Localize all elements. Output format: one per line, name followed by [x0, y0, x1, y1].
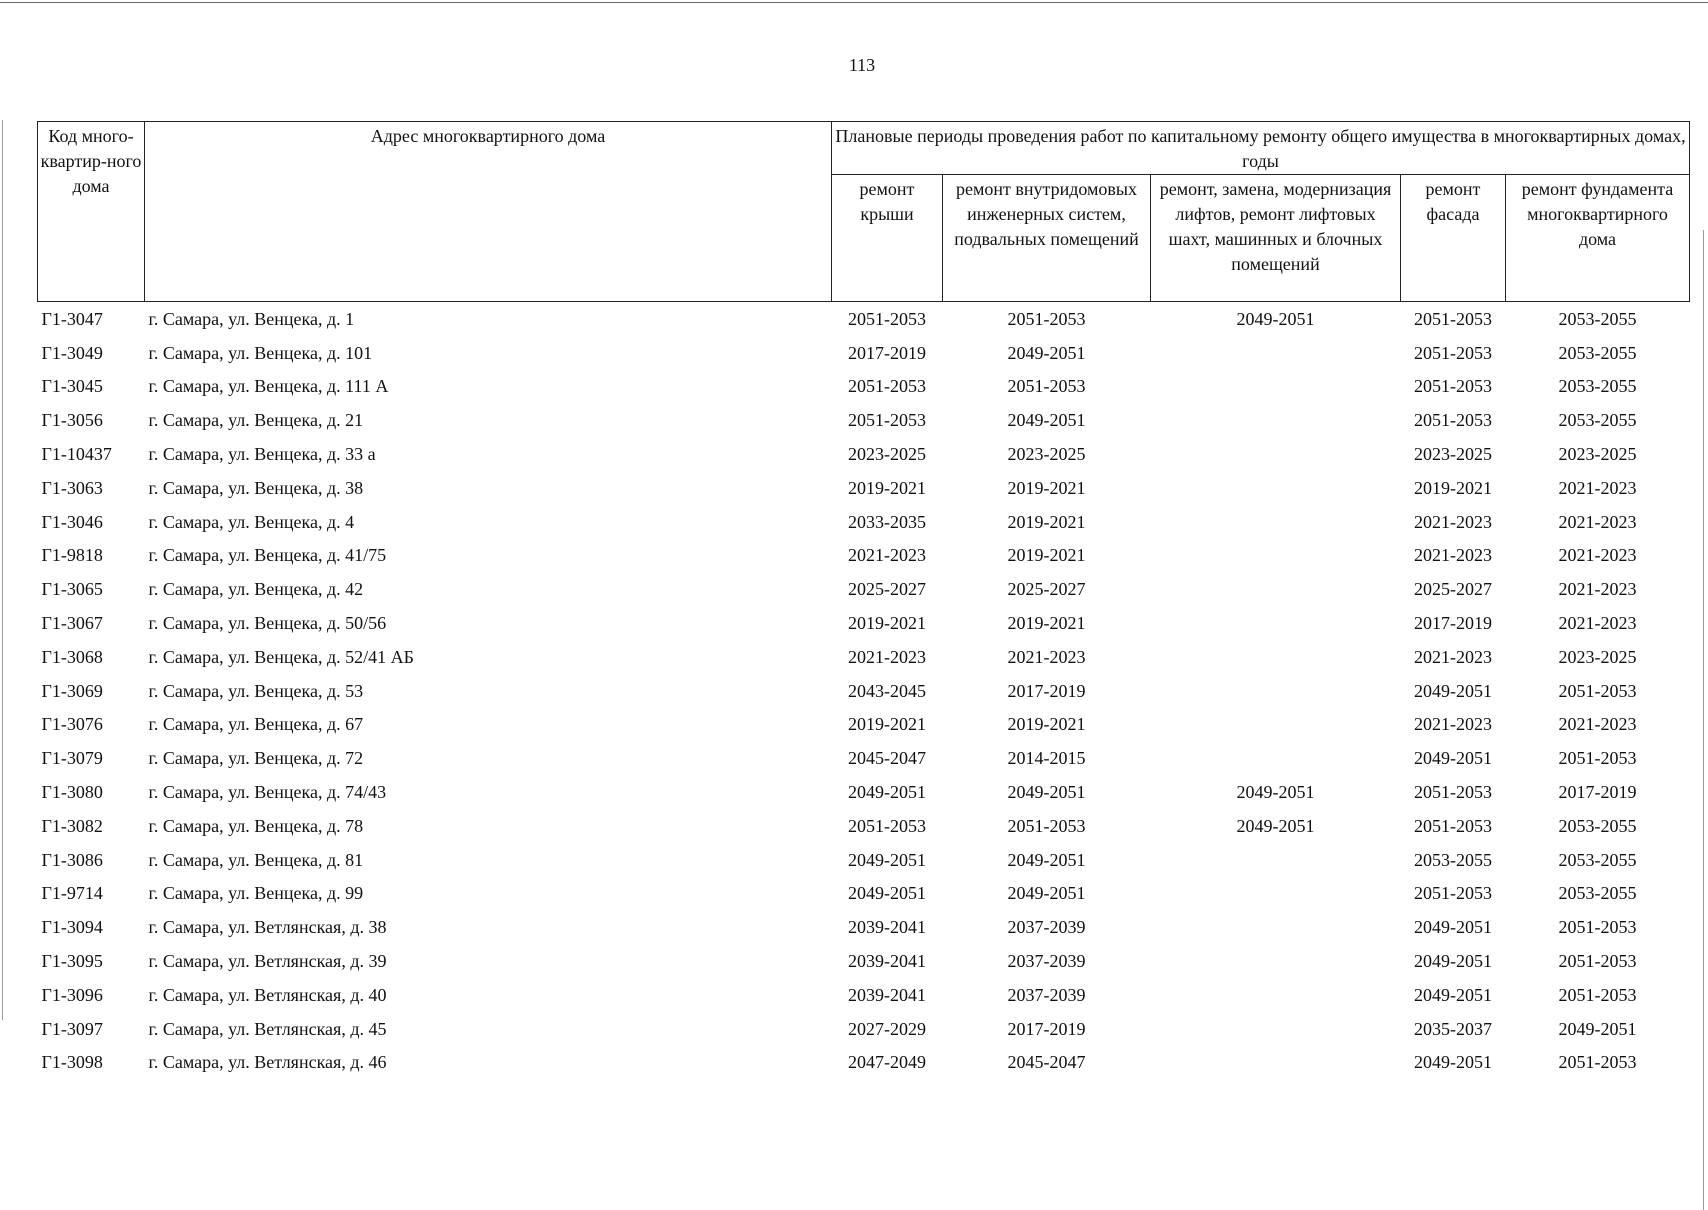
cell-foundation: 2053-2055 [1558, 849, 1637, 870]
scan-top-edge [0, 2, 1708, 3]
cell-facade: 2051-2053 [1414, 376, 1492, 397]
table-row [38, 336, 1690, 370]
cell-code: Г1-9714 [41, 883, 103, 904]
table-row [38, 674, 1690, 708]
table-row [38, 403, 1690, 437]
cell-facade: 2051-2053 [1414, 342, 1492, 363]
cell-engineering: 2017-2019 [1007, 1018, 1086, 1039]
cell-code: Г1-3098 [41, 1052, 103, 1073]
cell-address: г. Самара, ул. Венцека, д. 53 [148, 680, 364, 701]
cell-engineering: 2051-2053 [1007, 815, 1086, 836]
cell-code: Г1-3094 [41, 917, 103, 938]
cell-code: Г1-3095 [41, 951, 103, 972]
cell-engineering: 2019-2021 [1007, 545, 1086, 566]
cell-lifts: 2049-2051 [1236, 782, 1315, 803]
table-row [38, 809, 1690, 843]
cell-roof: 2023-2025 [848, 444, 926, 465]
cell-lifts [1151, 1046, 1401, 1080]
cell-engineering: 2019-2021 [1007, 613, 1086, 634]
cell-facade: 2023-2025 [1414, 444, 1492, 465]
cell-address: г. Самара, ул. Венцека, д. 52/41 АБ [148, 646, 414, 667]
cell-lifts [1151, 877, 1401, 911]
header-roof: ремонт крыши [832, 175, 943, 302]
cell-engineering: 2019-2021 [1007, 511, 1086, 532]
cell-code: Г1-3096 [41, 984, 103, 1005]
cell-code: Г1-3079 [41, 748, 103, 769]
cell-lifts: 2049-2051 [1236, 308, 1315, 329]
cell-address: г. Самара, ул. Венцека, д. 111 А [148, 376, 389, 397]
cell-lifts [1151, 471, 1401, 505]
cell-engineering: 2045-2047 [1007, 1052, 1086, 1073]
cell-address: г. Самара, ул. Венцека, д. 50/56 [148, 613, 387, 634]
cell-roof: 2027-2029 [848, 1018, 926, 1039]
cell-code: Г1-3065 [41, 579, 103, 600]
cell-foundation: 2051-2053 [1558, 917, 1637, 938]
cell-roof: 2049-2051 [848, 782, 926, 803]
capital-repair-table [37, 121, 1690, 1079]
cell-facade: 2021-2023 [1414, 646, 1492, 667]
cell-roof: 2047-2049 [848, 1052, 926, 1073]
header-engineering: ремонт внутридомовых инженерных систем, подвальных помещений [943, 175, 1151, 302]
table-row [38, 471, 1690, 505]
cell-code: Г1-3068 [41, 646, 103, 667]
cell-code: Г1-3049 [41, 342, 103, 363]
cell-address: г. Самара, ул. Ветлянская, д. 45 [148, 1018, 387, 1039]
table-header [38, 122, 1690, 302]
cell-address: г. Самара, ул. Венцека, д. 78 [148, 815, 364, 836]
cell-roof: 2051-2053 [848, 376, 926, 397]
cell-facade: 2021-2023 [1414, 714, 1492, 735]
cell-code: Г1-9818 [41, 545, 103, 566]
cell-code: Г1-3086 [41, 849, 103, 870]
cell-foundation: 2021-2023 [1558, 579, 1637, 600]
header-address: Адрес многоквартирного дома [145, 122, 832, 302]
cell-roof: 2045-2047 [848, 748, 926, 769]
cell-facade: 2021-2023 [1414, 511, 1492, 532]
cell-lifts [1151, 539, 1401, 573]
cell-engineering: 2051-2053 [1007, 308, 1086, 329]
cell-address: г. Самара, ул. Ветлянская, д. 40 [148, 984, 387, 1005]
cell-roof: 2049-2051 [848, 849, 926, 870]
cell-foundation: 2051-2053 [1558, 951, 1637, 972]
header-lifts: ремонт, замена, модернизация лифтов, ремонт лифтовых шахт, машинных и блочных помещений [1151, 175, 1401, 302]
table-row [38, 775, 1690, 809]
cell-foundation: 2051-2053 [1558, 984, 1637, 1005]
cell-code: Г1-3080 [41, 782, 103, 803]
cell-code: Г1-3067 [41, 613, 103, 634]
cell-engineering: 2049-2051 [1007, 849, 1086, 870]
cell-address: г. Самара, ул. Венцека, д. 67 [148, 714, 364, 735]
table-row [38, 741, 1690, 775]
cell-engineering: 2014-2015 [1007, 748, 1086, 769]
cell-engineering: 2017-2019 [1007, 680, 1086, 701]
cell-lifts: 2049-2051 [1236, 815, 1315, 836]
cell-facade: 2051-2053 [1414, 883, 1492, 904]
cell-roof: 2017-2019 [848, 342, 926, 363]
cell-lifts [1151, 606, 1401, 640]
cell-roof: 2021-2023 [848, 646, 926, 667]
cell-engineering: 2049-2051 [1007, 883, 1086, 904]
cell-engineering: 2019-2021 [1007, 714, 1086, 735]
cell-facade: 2035-2037 [1414, 1018, 1492, 1039]
cell-lifts [1151, 978, 1401, 1012]
cell-address: г. Самара, ул. Венцека, д. 38 [148, 477, 364, 498]
cell-code: Г1-3076 [41, 714, 103, 735]
cell-address: г. Самара, ул. Венцека, д. 33 а [148, 444, 376, 465]
cell-address: г. Самара, ул. Ветлянская, д. 46 [148, 1052, 387, 1073]
cell-code: Г1-3082 [41, 815, 103, 836]
cell-roof: 2039-2041 [848, 984, 926, 1005]
cell-engineering: 2037-2039 [1007, 951, 1086, 972]
cell-lifts [1151, 336, 1401, 370]
cell-roof: 2051-2053 [848, 815, 926, 836]
cell-lifts [1151, 674, 1401, 708]
cell-facade: 2051-2053 [1414, 815, 1492, 836]
cell-address: г. Самара, ул. Ветлянская, д. 39 [148, 951, 387, 972]
cell-foundation: 2053-2055 [1558, 308, 1637, 329]
table-row [38, 910, 1690, 944]
cell-roof: 2051-2053 [848, 410, 926, 431]
cell-roof: 2051-2053 [848, 308, 926, 329]
cell-address: г. Самара, ул. Венцека, д. 74/43 [148, 782, 387, 803]
table-row [38, 978, 1690, 1012]
cell-lifts [1151, 572, 1401, 606]
cell-facade: 2051-2053 [1414, 308, 1492, 329]
cell-foundation: 2051-2053 [1558, 1052, 1637, 1073]
cell-foundation: 2021-2023 [1558, 511, 1637, 532]
cell-roof: 2019-2021 [848, 714, 926, 735]
cell-foundation: 2021-2023 [1558, 613, 1637, 634]
cell-foundation: 2017-2019 [1558, 782, 1637, 803]
table-row [38, 606, 1690, 640]
cell-facade: 2049-2051 [1414, 951, 1492, 972]
cell-foundation: 2023-2025 [1558, 646, 1637, 667]
cell-address: г. Самара, ул. Венцека, д. 21 [148, 410, 364, 431]
header-foundation: ремонт фундамента многоквартирного дома [1506, 175, 1690, 302]
cell-code: Г1-10437 [41, 444, 112, 465]
table-row [38, 877, 1690, 911]
cell-foundation: 2051-2053 [1558, 680, 1637, 701]
table-body [38, 302, 1690, 1080]
cell-code: Г1-3046 [41, 511, 103, 532]
cell-address: г. Самара, ул. Венцека, д. 101 [148, 342, 373, 363]
cell-code: Г1-3047 [41, 308, 103, 329]
cell-code: Г1-3069 [41, 680, 103, 701]
cell-engineering: 2025-2027 [1007, 579, 1086, 600]
cell-facade: 2049-2051 [1414, 680, 1492, 701]
cell-address: г. Самара, ул. Венцека, д. 42 [148, 579, 364, 600]
cell-foundation: 2053-2055 [1558, 883, 1637, 904]
cell-address: г. Самара, ул. Венцека, д. 4 [148, 511, 355, 532]
header-facade: ремонт фасада [1401, 175, 1506, 302]
cell-lifts [1151, 843, 1401, 877]
cell-lifts [1151, 741, 1401, 775]
cell-engineering: 2021-2023 [1007, 646, 1086, 667]
cell-facade: 2049-2051 [1414, 748, 1492, 769]
cell-foundation: 2053-2055 [1558, 815, 1637, 836]
scan-left-edge [2, 120, 3, 1020]
cell-engineering: 2023-2025 [1007, 444, 1086, 465]
table-row [38, 539, 1690, 573]
table-row [38, 843, 1690, 877]
cell-roof: 2033-2035 [848, 511, 926, 532]
cell-facade: 2053-2055 [1414, 849, 1492, 870]
cell-facade: 2051-2053 [1414, 410, 1492, 431]
cell-foundation: 2053-2055 [1558, 376, 1637, 397]
cell-code: Г1-3045 [41, 376, 103, 397]
cell-foundation: 2051-2053 [1558, 748, 1637, 769]
table-row [38, 1046, 1690, 1080]
cell-roof: 2019-2021 [848, 613, 926, 634]
table-row [38, 572, 1690, 606]
table-row [38, 505, 1690, 539]
cell-code: Г1-3056 [41, 410, 103, 431]
scan-right-edge [1703, 230, 1704, 1210]
cell-roof: 2039-2041 [848, 951, 926, 972]
cell-engineering: 2051-2053 [1007, 376, 1086, 397]
cell-address: г. Самара, ул. Венцека, д. 1 [148, 308, 355, 329]
cell-lifts [1151, 1012, 1401, 1046]
cell-code: Г1-3097 [41, 1018, 103, 1039]
cell-engineering: 2019-2021 [1007, 477, 1086, 498]
cell-address: г. Самара, ул. Венцека, д. 81 [148, 849, 364, 870]
cell-facade: 2049-2051 [1414, 917, 1492, 938]
cell-lifts [1151, 944, 1401, 978]
cell-roof: 2021-2023 [848, 545, 926, 566]
cell-facade: 2017-2019 [1414, 613, 1492, 634]
cell-address: г. Самара, ул. Венцека, д. 99 [148, 883, 364, 904]
cell-address: г. Самара, ул. Ветлянская, д. 38 [148, 917, 387, 938]
cell-roof: 2043-2045 [848, 680, 926, 701]
cell-lifts [1151, 640, 1401, 674]
header-periods: Плановые периоды проведения работ по капитальному ремонту общего имущества в многоквартирных домах, годы [832, 122, 1690, 175]
cell-engineering: 2049-2051 [1007, 782, 1086, 803]
cell-foundation: 2021-2023 [1558, 477, 1637, 498]
table-row [38, 640, 1690, 674]
table-row [38, 370, 1690, 404]
cell-engineering: 2037-2039 [1007, 917, 1086, 938]
cell-address: г. Самара, ул. Венцека, д. 41/75 [148, 545, 387, 566]
cell-lifts [1151, 910, 1401, 944]
cell-facade: 2019-2021 [1414, 477, 1492, 498]
cell-lifts [1151, 370, 1401, 404]
cell-engineering: 2049-2051 [1007, 410, 1086, 431]
cell-engineering: 2037-2039 [1007, 984, 1086, 1005]
table-row [38, 437, 1690, 471]
cell-foundation: 2021-2023 [1558, 714, 1637, 735]
cell-roof: 2039-2041 [848, 917, 926, 938]
cell-lifts [1151, 403, 1401, 437]
cell-address: г. Самара, ул. Венцека, д. 72 [148, 748, 364, 769]
cell-code: Г1-3063 [41, 477, 103, 498]
cell-lifts [1151, 505, 1401, 539]
cell-roof: 2049-2051 [848, 883, 926, 904]
cell-facade: 2049-2051 [1414, 984, 1492, 1005]
cell-lifts [1151, 437, 1401, 471]
cell-foundation: 2053-2055 [1558, 410, 1637, 431]
header-code: Код много-квартир-ного дома [38, 122, 145, 302]
page-number: 113 [848, 55, 876, 75]
cell-foundation: 2023-2025 [1558, 444, 1637, 465]
cell-roof: 2019-2021 [848, 477, 926, 498]
cell-facade: 2025-2027 [1414, 579, 1492, 600]
cell-facade: 2021-2023 [1414, 545, 1492, 566]
cell-foundation: 2053-2055 [1558, 342, 1637, 363]
cell-facade: 2049-2051 [1414, 1052, 1492, 1073]
cell-facade: 2051-2053 [1414, 782, 1492, 803]
table-row [38, 302, 1690, 336]
table-row [38, 944, 1690, 978]
cell-roof: 2025-2027 [848, 579, 926, 600]
cell-lifts [1151, 708, 1401, 742]
cell-engineering: 2049-2051 [1007, 342, 1086, 363]
table-row [38, 1012, 1690, 1046]
cell-foundation: 2021-2023 [1558, 545, 1637, 566]
table-row [38, 708, 1690, 742]
cell-foundation: 2049-2051 [1558, 1018, 1637, 1039]
